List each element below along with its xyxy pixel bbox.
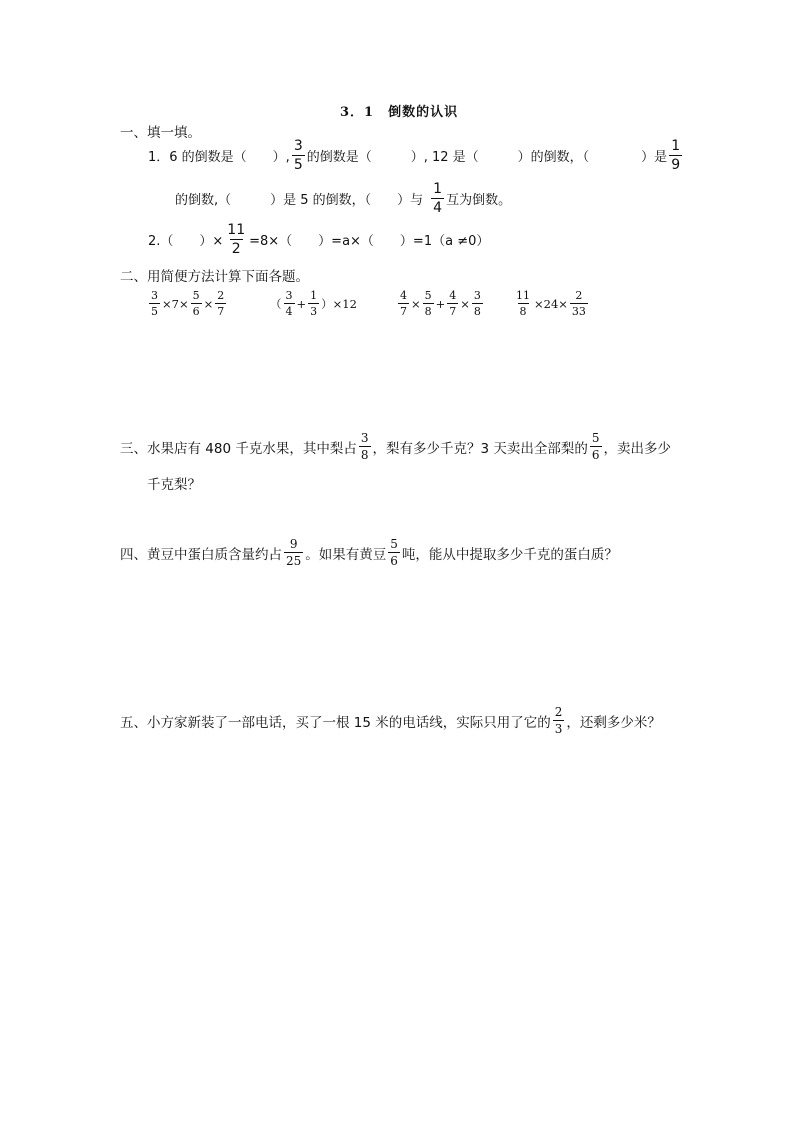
q2-text-part-1: 2.（ ）× [148, 234, 224, 249]
numerator: 2 [575, 289, 583, 302]
question-1-line-2 [175, 182, 511, 215]
denominator: 4 [433, 200, 443, 216]
fraction-1-4 [431, 182, 444, 215]
fraction [215, 290, 226, 317]
fraction-1-9 [669, 139, 682, 172]
section-2-heading: 二、用简便方法计算下面各题。 [120, 269, 309, 285]
numerator: 3 [293, 138, 303, 154]
operator: × [411, 296, 421, 311]
fraction [447, 290, 458, 317]
denominator: 9 [671, 157, 681, 173]
fraction [149, 290, 160, 317]
fraction-9-25 [284, 538, 303, 567]
fraction-5-6 [590, 432, 602, 461]
expression-1 [147, 290, 228, 317]
fraction [191, 290, 202, 317]
fraction [570, 290, 588, 317]
expression-2 [270, 290, 357, 317]
s3-text-part-3: ，卖出多少 [603, 440, 672, 457]
numerator: 1 [433, 181, 443, 197]
denominator: 8 [424, 305, 432, 318]
close-paren-times: ）×12 [321, 296, 357, 311]
denominator: 6 [390, 554, 398, 568]
numerator: 2 [217, 289, 225, 302]
q2-text-part-2: =8×（ ）=a×（ ）=1（a ≠0） [249, 234, 490, 249]
fraction-2-3 [553, 706, 565, 735]
operator: ×24× [534, 296, 568, 311]
numerator: 5 [192, 289, 200, 302]
operator: + [296, 296, 307, 311]
denominator: 33 [571, 305, 586, 318]
numerator: 3 [151, 289, 158, 302]
denominator: 7 [449, 305, 457, 318]
numerator: 4 [449, 289, 457, 302]
expression-3 [396, 290, 485, 317]
numerator: 5 [424, 289, 432, 302]
denominator: 4 [285, 305, 293, 318]
numerator: 1 [310, 289, 318, 302]
s4-text-part-3: 吨，能从中提取多少千克的蛋白质？ [401, 546, 618, 563]
q1-text-part-2: 的倒数是（ ）, 12 是（ ）的倒数，（ ）是 [306, 150, 668, 165]
fraction [423, 290, 434, 317]
page-title: 3．1 倒数的认识 [340, 105, 459, 120]
section-3-line-2: 千克梨？ [147, 477, 201, 493]
denominator: 3 [554, 722, 563, 736]
numerator: 11 [516, 289, 530, 302]
numerator: 3 [360, 431, 369, 445]
section-4-line [120, 538, 618, 567]
denominator: 5 [151, 305, 158, 318]
denominator: 8 [473, 305, 481, 318]
question-1-line-1 [148, 138, 681, 173]
denominator: 6 [591, 448, 600, 462]
fraction-3-8 [359, 432, 371, 461]
open-paren: （ [270, 296, 282, 311]
denominator: 5 [293, 157, 303, 173]
s3-text-part-1: 三、水果店有 480 千克水果，其中梨占 [120, 440, 357, 457]
section-3-line-1 [120, 432, 680, 461]
fraction [308, 290, 319, 317]
numerator: 1 [671, 138, 681, 154]
numerator: 5 [390, 537, 398, 551]
fraction [284, 290, 295, 317]
section-1-heading: 一、填一填。 [120, 125, 201, 141]
denominator: 8 [360, 448, 369, 462]
denominator: 25 [286, 554, 302, 568]
denominator: 6 [192, 305, 200, 318]
expression-4 [512, 290, 590, 317]
denominator: 3 [310, 305, 318, 318]
q1-line2-text-part-2: 互为倒数。 [446, 193, 512, 208]
s3-text-part-2: ，梨有多少千克？3 天卖出全部梨的 [372, 440, 588, 457]
numerator: 9 [289, 537, 298, 551]
operator: × [203, 296, 214, 311]
numerator: 3 [285, 289, 293, 302]
denominator: 2 [231, 241, 241, 257]
denominator: 7 [400, 305, 407, 318]
denominator: 7 [217, 305, 225, 318]
numerator: 11 [227, 222, 246, 238]
s5-text-part-1: 五、小方家新装了一部电话，买了一根 15 米的电话线，实际只用了它的 [120, 714, 551, 731]
fraction [514, 290, 532, 317]
s5-text-part-2: ，还剩多少米？ [566, 714, 661, 731]
section-5-line [120, 706, 661, 735]
q1-line2-text-part-1: 的倒数,（ ）是 5 的倒数，（ ）与 [175, 193, 424, 208]
q1-text-part-1: 1．6 的倒数是（ ）, [148, 150, 290, 165]
s4-text-part-1: 四、黄豆中蛋白质含量约占 [120, 546, 282, 563]
question-2-line [148, 223, 489, 256]
numerator: 3 [473, 289, 481, 302]
numerator: 2 [554, 705, 563, 719]
denominator: 8 [519, 305, 527, 318]
fraction [398, 290, 409, 317]
fraction [472, 290, 483, 317]
numerator: 4 [400, 289, 407, 302]
numerator: 5 [591, 431, 600, 445]
fraction-3-5 [292, 139, 305, 172]
fraction-5-6 [388, 538, 400, 567]
operator: × [460, 296, 470, 311]
operator: ×7× [162, 296, 189, 311]
operator: + [435, 296, 446, 311]
s4-text-part-2: 。如果有黄豆 [305, 546, 387, 563]
fraction-11-2 [225, 223, 247, 256]
